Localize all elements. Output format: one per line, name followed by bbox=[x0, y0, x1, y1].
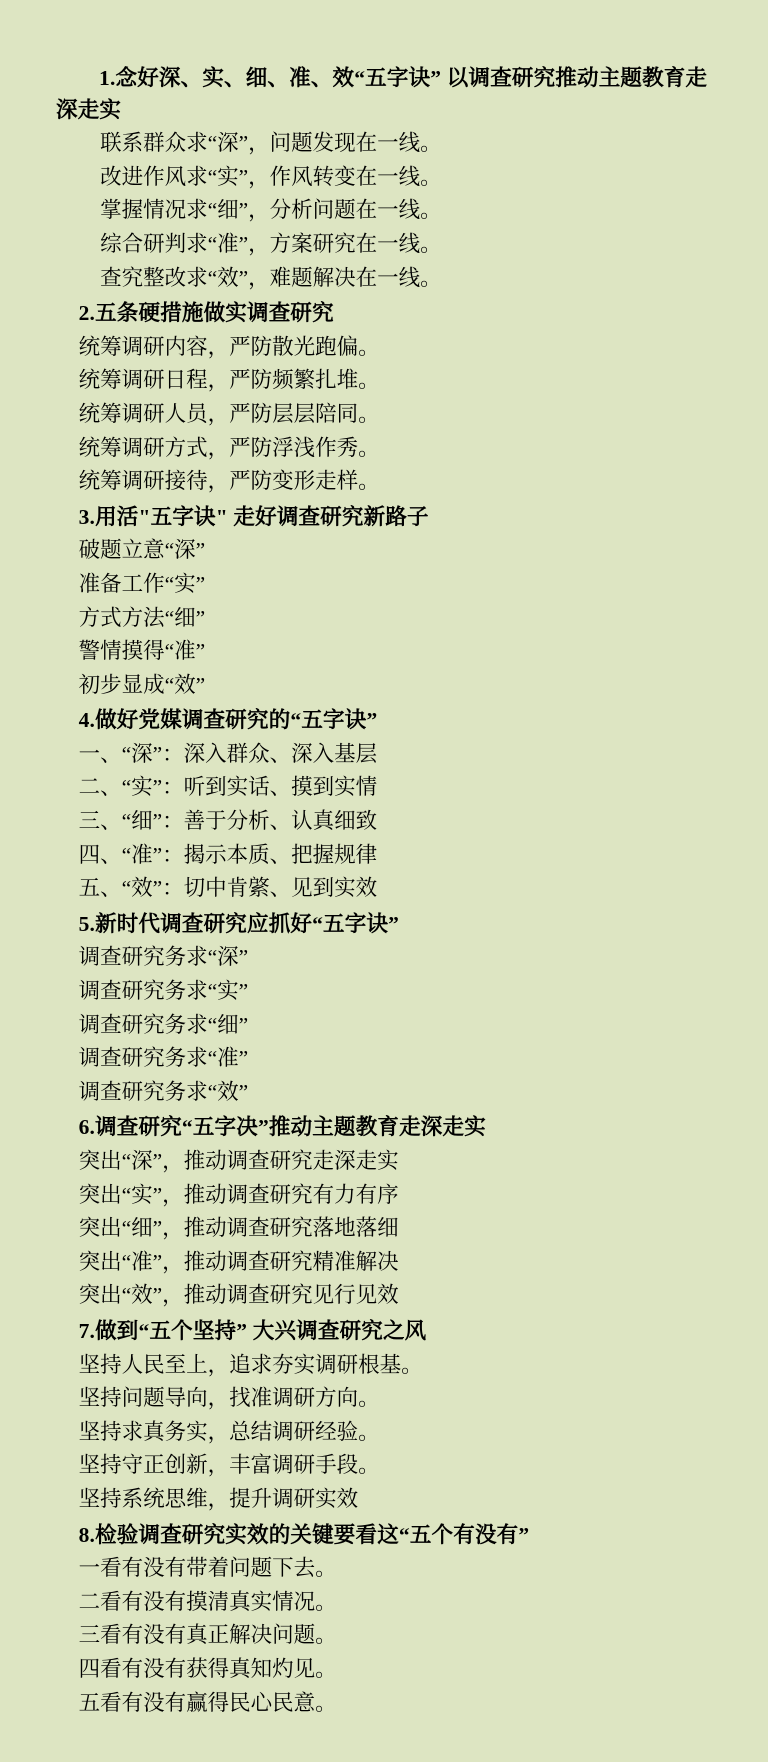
list-item: 突出“效”，推动调查研究见行见效 bbox=[78, 1283, 399, 1308]
section-heading: 4.做好党媒调查研究的“五字诀” bbox=[78, 708, 378, 733]
document-body bbox=[56, 62, 712, 1720]
list-item: 三看有没有真正解决问题。 bbox=[78, 1623, 337, 1648]
list-item: 坚持守正创新，丰富调研手段。 bbox=[78, 1453, 380, 1478]
section-heading: 7.做到“五个坚持” 大兴调查研究之风 bbox=[78, 1318, 427, 1343]
list-item: 坚持人民至上，追求夯实调研根基。 bbox=[78, 1352, 423, 1377]
list-item: 突出“准”，推动调查研究精准解决 bbox=[78, 1249, 399, 1274]
section-8 bbox=[56, 1519, 712, 1721]
list-item: 一看有没有带着问题下去。 bbox=[78, 1556, 337, 1581]
list-item: 警情摸得“准” bbox=[78, 639, 206, 664]
list-item: 四看有没有获得真知灼见。 bbox=[78, 1656, 337, 1681]
list-item: 坚持问题导向，找准调研方向。 bbox=[78, 1386, 380, 1411]
list-item: 坚持系统思维，提升调研实效 bbox=[78, 1486, 359, 1511]
list-item: 突出“深”，推动调查研究走深走实 bbox=[78, 1149, 399, 1173]
section-item-list bbox=[56, 1145, 712, 1313]
list-item: 综合研判求“准”，方案研究在一线。 bbox=[100, 231, 442, 256]
list-item: 统筹调研方式，严防浮浅作秀。 bbox=[78, 435, 380, 460]
section-7 bbox=[56, 1315, 712, 1517]
list-item: 一、“深”：深入群众、深入基层 bbox=[78, 741, 378, 766]
section-item-list bbox=[56, 738, 712, 906]
section-heading: 6.调查研究“五字决”推动主题教育走深走实 bbox=[78, 1115, 486, 1140]
list-item: 调查研究务求“效” bbox=[78, 1079, 249, 1104]
section-5 bbox=[56, 908, 712, 1110]
list-item: 改进作风求“实”，作风转变在一线。 bbox=[100, 164, 442, 189]
section-6 bbox=[56, 1111, 712, 1313]
list-item: 统筹调研人员，严防层层陪同。 bbox=[78, 401, 380, 426]
list-item: 五看有没有赢得民心民意。 bbox=[78, 1690, 337, 1715]
list-item: 调查研究务求“细” bbox=[78, 1012, 249, 1037]
list-item: 方式方法“细” bbox=[78, 605, 206, 630]
section-item-list bbox=[56, 331, 712, 499]
section-heading: 1.念好深、实、细、准、效“五字诀” 以调查研究推动主题教育走深走实 bbox=[56, 66, 708, 122]
list-item: 联系群众求“深”，问题发现在一线。 bbox=[100, 131, 442, 156]
list-item: 三、“细”：善于分析、认真细致 bbox=[78, 809, 378, 834]
list-item: 调查研究务求“准” bbox=[78, 1046, 249, 1071]
list-item: 五、“效”：切中肯綮、见到实效 bbox=[78, 876, 378, 901]
list-item: 突出“实”，推动调查研究有力有序 bbox=[78, 1182, 399, 1207]
section-item-list bbox=[56, 127, 712, 295]
list-item: 四、“准”：揭示本质、把握规律 bbox=[78, 842, 378, 867]
section-4 bbox=[56, 704, 712, 906]
section-item-list bbox=[56, 534, 712, 702]
list-item: 查究整改求“效”，难题解决在一线。 bbox=[100, 265, 442, 290]
list-item: 准备工作“实” bbox=[78, 571, 206, 596]
list-item: 初步显成“效” bbox=[78, 672, 206, 697]
section-item-list bbox=[56, 1349, 712, 1517]
list-item: 调查研究务求“实” bbox=[78, 979, 249, 1004]
list-item: 二、“实”：听到实话、摸到实情 bbox=[78, 775, 378, 800]
section-heading: 8.检验调查研究实效的关键要看这“五个有没有” bbox=[78, 1522, 530, 1547]
section-item-list bbox=[56, 941, 712, 1109]
list-item: 掌握情况求“细”，分析问题在一线。 bbox=[100, 198, 442, 223]
section-item-list bbox=[56, 1552, 712, 1720]
list-item: 突出“细”，推动调查研究落地落细 bbox=[78, 1216, 399, 1241]
list-item: 二看有没有摸清真实情况。 bbox=[78, 1589, 337, 1614]
section-1 bbox=[56, 62, 712, 295]
list-item: 坚持求真务实，总结调研经验。 bbox=[78, 1419, 380, 1444]
section-heading: 2.五条硬措施做实调查研究 bbox=[78, 301, 334, 326]
list-item: 调查研究务求“深” bbox=[78, 945, 249, 970]
list-item: 统筹调研接待，严防变形走样。 bbox=[78, 469, 380, 494]
section-heading: 5.新时代调查研究应抓好“五字诀” bbox=[78, 911, 400, 936]
list-item: 统筹调研内容，严防散光跑偏。 bbox=[78, 334, 380, 359]
section-2 bbox=[56, 297, 712, 499]
list-item: 统筹调研日程，严防频繁扎堆。 bbox=[78, 368, 380, 393]
section-heading: 3.用活"五字诀" 走好调查研究新路子 bbox=[78, 504, 429, 529]
list-item: 破题立意“深” bbox=[78, 538, 206, 563]
section-3 bbox=[56, 501, 712, 703]
